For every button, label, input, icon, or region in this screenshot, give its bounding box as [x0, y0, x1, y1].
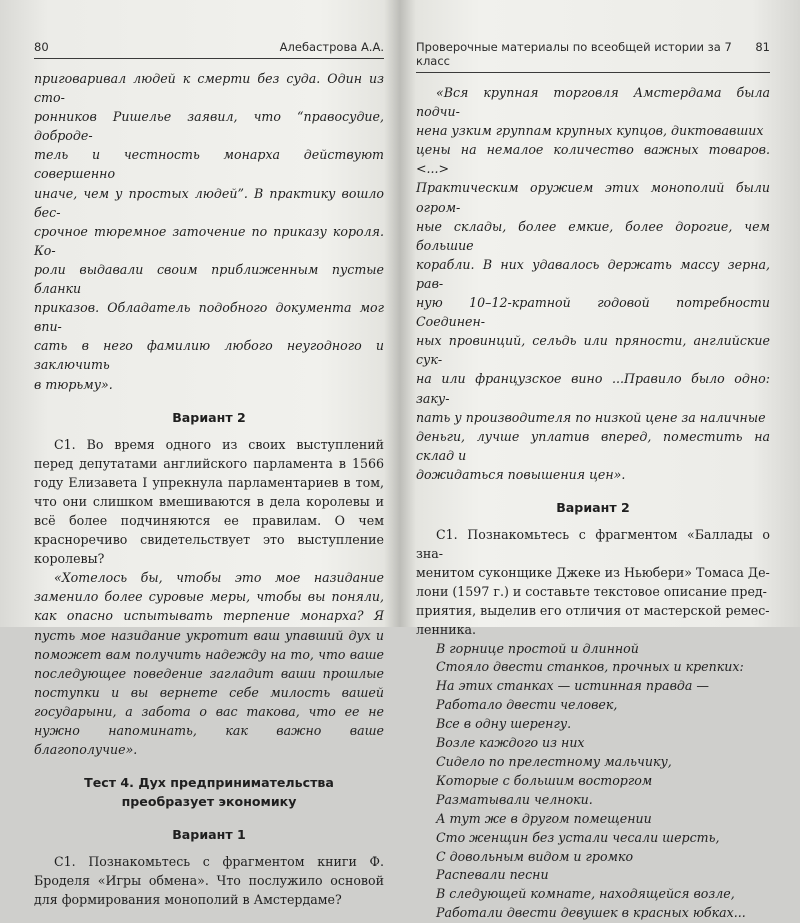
text-line: ную 10–12-кратной годовой потребности Соединен- — [416, 295, 770, 330]
right-page — [402, 0, 800, 921]
text-line: ных провинций, сельдь или пряности, английские сук- — [416, 333, 770, 368]
test4-title-line2: преобразует экономику — [121, 794, 297, 810]
text-line: приятия, выделив его отличия от мастерской ремес- — [416, 603, 770, 619]
right-c1-question — [416, 525, 770, 640]
text-line: ные склады, более емкие, более дорогие, чем большие — [416, 218, 770, 253]
poem-line: В горнице простой и длинной — [436, 640, 639, 656]
text-line: иначе, чем у простых людей”. В практику вошло бес- — [34, 185, 384, 220]
text-line: менитом суконщике Джеке из Ньюбери» Томаса Де- — [416, 565, 770, 581]
poem-line: На этих станках — истинная правда — — [436, 678, 709, 694]
right-running-head — [416, 40, 770, 73]
poem-line: Которые с большим восторгом — [436, 772, 653, 788]
poem-line: Сто женщин без устали чесали шерсть, — [436, 829, 720, 845]
test4-title — [34, 773, 384, 811]
left-author: Алебастрова А.А. — [279, 40, 384, 54]
poem-line: Работало двести человек, — [436, 697, 618, 713]
right-page-number: 81 — [755, 40, 770, 54]
text-line: сать в него фамилию любого неугодного и заключить — [34, 338, 384, 373]
left-continuation-quote — [34, 69, 384, 394]
text-line: нена узким группам крупных купцов, диктовавших — [416, 123, 764, 139]
left-page-number: 80 — [34, 40, 49, 54]
text-line: Практическим оружием этих монополий были огром- — [416, 180, 770, 215]
test4-c1-question: С1. Познакомьтесь с фрагментом книги Ф. Броделя «Игры обмена». Что послужило основой для формирования монополий в Амстердаме? — [34, 854, 384, 908]
poem-line: Стояло двести станков, прочных и крепких: — [436, 659, 744, 675]
poem-line: Возле каждого из них — [436, 735, 585, 751]
text-line: роли выдавали своим приближенным пустые бланки — [34, 261, 384, 297]
text-line: лони (1597 г.) и составьте текстовое описание пред- — [416, 584, 767, 600]
test4-title-line1: Тест 4. Дух предпринимательства — [84, 775, 334, 791]
left-c1-question: С1. Во время одного из своих выступлений перед депутатами английского парламента в 1566 году Елизавета I упрекнула парламентариев в том, что они слишком вмешиваются в дела королевы и всё более подчиняются ее правилам. О чем красноречиво свидетельствует это выступление королевы? — [34, 436, 384, 567]
braudel-quote — [416, 83, 770, 484]
text-line: тель и честность монарха действуют совершенно — [34, 147, 384, 182]
left-page — [0, 0, 398, 908]
right-running-title: Проверочные материалы по всеобщей истории за 7 класс — [416, 40, 732, 68]
ballad-poem — [416, 640, 770, 923]
poem-line: А тут же в другом помещении — [436, 810, 652, 826]
text-line: С1. Познакомьтесь с фрагментом «Баллады о зна- — [416, 526, 770, 562]
text-line: приговаривал людей к смерти без суда. Один из сто- — [34, 71, 384, 106]
poem-line: Разматывали челноки. — [436, 791, 593, 807]
text-line: «Вся крупная торговля Амстердама была подчи- — [416, 85, 770, 120]
text-line: пать у производителя по низкой цене за наличные — [416, 409, 766, 425]
text-line: приказов. Обладатель подобного документа мог впи- — [34, 300, 384, 335]
test4-variant1-heading: Вариант 1 — [172, 827, 246, 843]
text-line: цены на немалое количество важных товаров. <...> — [416, 142, 770, 177]
poem-line: Все в одну шеренгу. — [436, 716, 572, 732]
text-line: дожидаться повышения цен». — [416, 466, 626, 482]
text-line: ленника. — [416, 622, 477, 638]
left-running-head — [34, 40, 384, 59]
right-variant2-heading: Вариант 2 — [556, 499, 630, 515]
text-line: корабли. В них удавалось держать массу зерна, рав- — [416, 256, 770, 291]
poem-line: Сидело по прелестному мальчику, — [436, 753, 672, 769]
poem-line: В следующей комнате, находящейся возле, — [436, 886, 735, 902]
left-variant2-heading: Вариант 2 — [172, 409, 246, 425]
text-line: ронников Ришелье заявил, что “правосудие, доброде- — [34, 109, 384, 144]
text-line: на или французское вино ...Правило было одно: заку- — [416, 371, 770, 406]
poem-line: С довольным видом и громко — [436, 848, 634, 864]
left-c1-quote: «Хотелось бы, чтобы это мое назидание заменило более суровые меры, чтобы вы поняли, как опасно испытывать терпение монарха? Я пусть мое назидание укротит ваш упавший дух и поможет вам получить надежду на то, что ваше последующее поведение загладит ваши прошлые поступки и вы вернете себе милость вашей государыни, а забота о вас такова, что ее не нужно напоминать, как важно ваше благополучие». — [34, 570, 384, 758]
poem-line: Работали двести девушек в красных юбках... — [436, 905, 746, 921]
poem-line: Распевали песни — [436, 867, 549, 883]
text-line: в тюрьму». — [34, 376, 113, 392]
text-line: срочное тюремное заточение по приказу короля. Ко- — [34, 223, 384, 258]
text-line: деньги, лучше уплатив вперед, поместить на склад и — [416, 428, 770, 463]
